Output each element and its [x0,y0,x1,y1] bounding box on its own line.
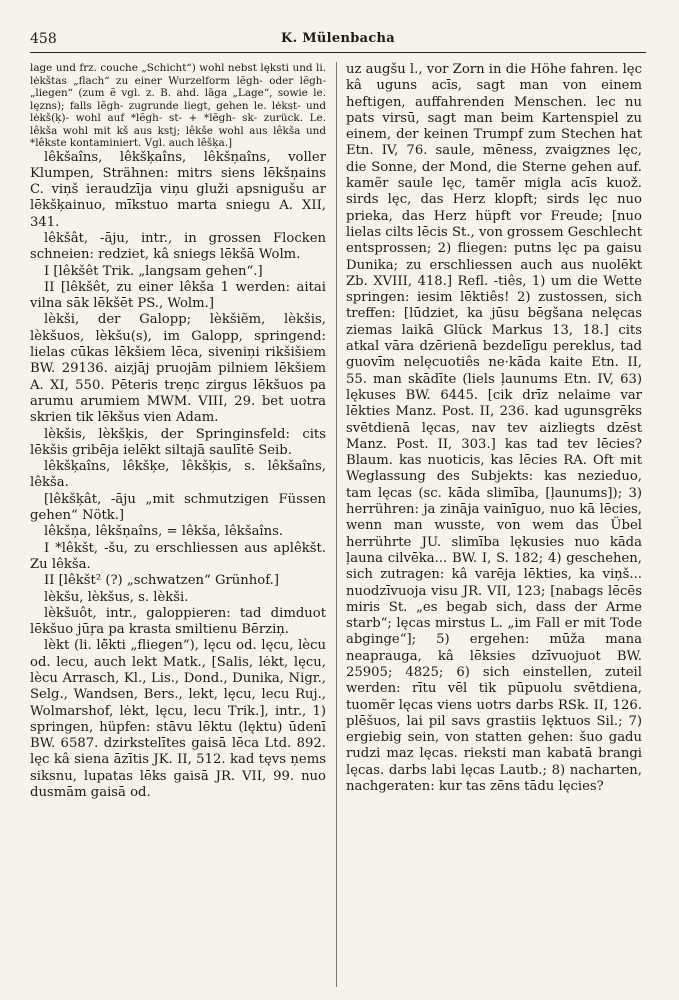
dictionary-entry: lêkšņa, lêkšņaîns, = lêkša, lêkšaîns. [44,524,284,540]
running-head: K. Mülenbacha [280,31,396,46]
dictionary-entry-continuation: uz augšu l., vor Zorn in die Höhe fahren. lęc kâ uguns acīs, sagt man von einem heftigen, auffahrenden Menschen. lec nu pats virsū, sagt man beim Kartenspiel zu einem, der keinen Trumpf zum Stechen hat Etn. IV, 76. saule, mēness, zvaigznes lęc, die Sonne, der Mond, die Sterne gehen auf. kamẽr saule lęc, tamẽr migla acīs kuož. sirds lęc, das Herz klopft; sirds lęc nuo prieka, das Herz hüpft vor Freude; [nuo lielas cilts lēcis St., von grossem Geschlecht entsprossen; 2) fliegen: putns lęc pa gaisu Dunika; zu erschliessen auch aus nuolēkt Zb. XVIII, 418.] Refl. -tiês, 1) um die Wette springen: iesim lēktiês! 2) zustossen, sich treffen: [lūdziet, ka jūsu bēgšana nelęcas ziemas laikā Glück Markus 13, 18.] cits atkal vāra dzērienā bezdelīgu pereklus, tad guovīm nelęcuotiês ne·kāda kaite Etn. II, 55. man skādīte (liels ļaunums Etn. IV, 63) lękuses BW. 6445. [cik drīz nelaime var lēkties Manz. Post. II, 236. kad ugunsgrēks svētdienā lęcas, nav tev aizliegts dzēst Manz. Post. II, 303.] kas tad tev lēcies? Blaum. kas nuoticis, kas lēcies RA. Oft mit Weglassung des Subjekts: kas nezieduo, tam lęcas (sc. kāda slimība, [ļaunums]); 3) herrühren: ja zināja vainīguo, nuo kā lēcies, wenn man wusste, von wem das Übel herrührte JU. slimība lękusies nuo kāda ļauna cilvēka... BW. I, S. 182; 4) geschehen, sich zutragen: kâ varēja lēkties, ka viņš... nuodzīvuoja visu JR. VII, 123; [nabags lēcēs miris St. „es begab sich, dass der Arme starb“; lęcas mirstus L. „im Fall er mit Tode abginge“]; 5) ergehen: mūža mana neaprauga, kâ lēksies dzīvuojuot BW. 25905; 4825; 6) sich einstellen, zuteil werden: rītu vēl tik pūpuolu svētdiena, tuomẽr lęcas viens uotrs darbs RSk. II, 126. plēšuos, lai pil savs grastiis lęktuos Sil.; 7) ergiebig sein, von statten gehen: šuo gadu rudzi maz lęcas. rieksti man kabatā brangi lęcas. darbs labi lęcas Lautb.; 8) nacharten, nachgeraten: kur tas zēns tādu lęcies? [346,62,642,795]
etymology-note: lage und frz. couche „Schicht“) wohl nebst lęksti und li. lėkštas „flach“ zu einer Wurzelform lẽgh- oder lẽgh- „liegen“ (zum ẽ vgl. z. B. ahd. lāga „Lage“, sowie le. lęzns); falls lẽgh- zugrunde liegt, gehen le. lėkst- und lėkš(ķ)- wohl auf *lẽgh- st- + *lẽgh- sk- zurück. Le. lêkša wohl mit kš aus kstj; lêkše wohl aus lêkša und *lêkste kontaminiert. Vgl. auch lêšķa.] [30,62,326,149]
dictionary-entry: lèkši, der Galopp; lèkšiẽm, lèkšis, lèkšuos, lèkšu(s), im Galopp, springend: lielas cūkas lēkšiem lēca, siveniņi rikšišiem BW. 29136. aizjāj pruojām pilniem lēkšiem A. XI, 550. Pēteris treņc zirgus lēkšuos pa arumu arumiem MWM. VIII, 29. bet uotra skrien tik lēkšus vien Adam. [30,312,326,426]
dictionary-entry: II [lêkšt² (?) „schwatzen“ Grünhof.] [44,573,279,589]
dictionary-entry: lêkšaîns, lêkšķaîns, lêkšņaîns, voller Klumpen, Strähnen: mitrs siens lēkšņains C. viņš ieraudzīja viņu gluži apsnigušu ar lēkšķainuo, mīkstuo marta sniegu A. XII, 341. [30,149,326,230]
dictionary-entry: lèkšis, lèkšķis, der Springinsfeld: cits lēkšis gribēja ielēkt siltajā saulītē Seib. [30,426,326,458]
column-divider [336,62,337,987]
dictionary-entry: I *lêkšt, -šu, zu erschliessen aus aplêkšt. Zu lêkša. [30,540,326,572]
dictionary-entry: lêkšât, -āju, intr., in grossen Flocken schneien: redziet, kâ sniegs lēkšā Wolm. [30,230,326,263]
dictionary-entry: [lêkšķât, -āju „mit schmutzigen Füssen gehen“ Nötk.] [30,491,326,524]
dictionary-entry: lèkšu, lèkšus, s. lèkši. [44,589,189,605]
dictionary-entry: lêkšķaîns, lêkšķe, lêkšķis, s. lêkšaîns, lêkša. [30,459,326,491]
right-column [346,62,642,990]
dictionary-entry: lèkt (li. lė̃kti „fliegen“), lęcu od. lęcu, lècu od. lecu, auch lekt Matk., [Salis, lėkt, lęcu, lècu Arrasch, Kl., Lis., Dond., Dunika, Nigr., Selg., Wandsen, Bers., lekt, lęcu, lecu Ruj., Wolmarshof, lėkt, lęcu, lecu Trik.], intr., 1) springen, hüpfen: stāvu lēktu (lęktu) ūdenī BW. 6587. dzirkstelītes gaisā lēca Ltd. 892. lęc kâ siena āzītis JK. II, 512. kad tęvs ņems siksnu, lupatas lēks gaisā JR. VII, 99. nuo dusmām gaisā od. [30,638,326,801]
dictionary-entry: II [lêkšêt, zu einer lêkša 1 werden: aitai vilna sāk lēkšēt PS., Wolm.] [30,279,326,312]
dictionary-entry: lèkšuôt, intr., galoppieren: tad dimduot lēkšuo jūŗa pa krasta smiltienu Bērziņ. [30,605,326,638]
page-header [30,30,646,53]
dictionary-entry: I [lêkšêt Trik. „langsam gehen“.] [44,263,263,279]
left-column [30,62,326,990]
page-number: 458 [30,31,57,47]
